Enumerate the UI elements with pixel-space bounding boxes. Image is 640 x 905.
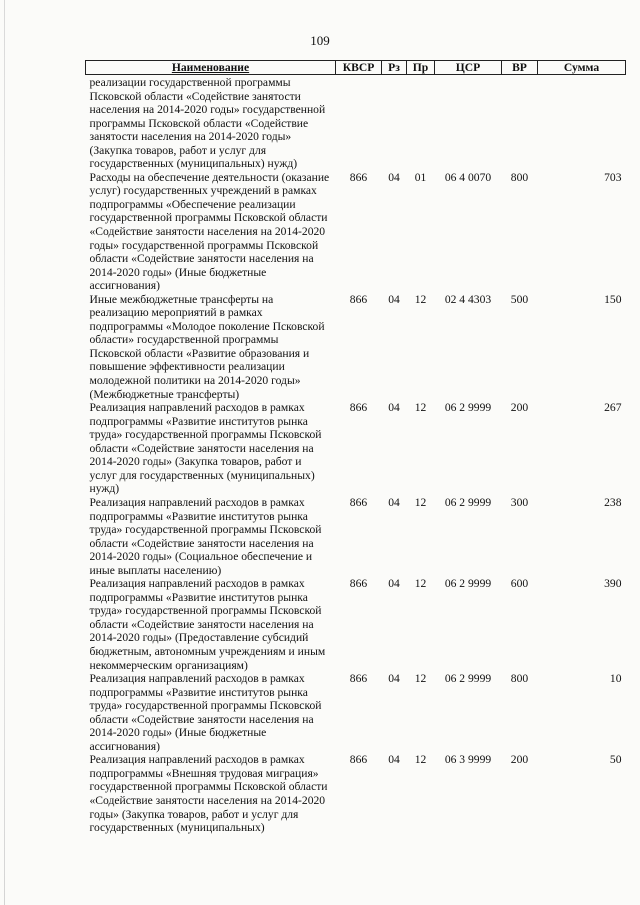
row-vr: 800 [510, 170, 529, 184]
row-pr [407, 75, 435, 171]
header-csr: ЦСР [435, 61, 502, 75]
row-kvsr [336, 75, 382, 171]
row-pr: 01 [414, 170, 427, 184]
row-sum: 267 [604, 401, 622, 415]
row-name: Реализация направлений расходов в рамках подпрограммы «Развитие институтов рынка труда» государственной программы Псковской области «Содействие занятости населения на 2014-2020 годы» (Закупка товаров, работ и услуг для государственных (муниципальных) нужд) [89, 401, 322, 496]
row-csr: 06 2 9999 [444, 577, 492, 591]
row-csr: 06 2 9999 [444, 495, 492, 509]
table-row [86, 75, 626, 171]
row-rz: 04 [388, 495, 400, 509]
row-sum: 150 [604, 292, 622, 306]
row-rz: 04 [388, 401, 400, 415]
row-csr: 06 3 9999 [444, 753, 492, 767]
row-kvsr: 866 [349, 753, 368, 767]
row-rz: 04 [388, 170, 400, 184]
page-number: 109 [310, 33, 330, 48]
row-sum: 238 [604, 495, 622, 509]
row-vr: 500 [510, 292, 529, 306]
row-vr: 200 [510, 753, 529, 767]
page-edge-line [4, 0, 5, 905]
row-pr: 12 [414, 401, 427, 415]
row-name: Расходы на обеспечение деятельности (оказание услуг) государственных учреждений в рамках подпрограммы «Обеспечение реализации государственной программы Псковской области «Содействие занятости населения на 2014-2020 годы» государственной программы Псковской области «Содействие занятости населения на 2014-2020 годы» (Иные бюджетные ассигнования) [89, 170, 330, 293]
row-pr: 12 [414, 292, 427, 306]
row-sum: 703 [604, 170, 622, 184]
row-rz: 04 [388, 753, 400, 767]
row-vr: 300 [510, 495, 529, 509]
row-csr: 02 4 4303 [444, 292, 492, 306]
header-row [86, 61, 626, 75]
row-vr: 800 [510, 672, 529, 686]
row-rz: 04 [388, 672, 400, 686]
header-kvsr: КВСР [336, 61, 382, 75]
row-name: реализации государственной программы Псковской области «Содействие занятости населения на 2014-2020 годы» государственной программы Псковской области «Содействие занятости населения на 2014-2020 годы» (Закупка товаров, работ и услуг для государственных (муниципальных) нужд) [89, 76, 326, 171]
table-body [86, 75, 626, 835]
row-pr: 12 [414, 672, 427, 686]
row-kvsr: 866 [349, 672, 368, 686]
row-kvsr: 866 [349, 401, 368, 415]
row-csr: 06 4 0070 [444, 170, 492, 184]
row-vr [502, 75, 538, 171]
row-kvsr: 866 [349, 495, 368, 509]
row-sum: 10 [609, 672, 622, 686]
row-sum [538, 75, 626, 171]
row-pr: 12 [414, 577, 427, 591]
row-sum: 50 [609, 753, 622, 767]
header-rz: Рз [382, 61, 407, 75]
table-row [86, 401, 626, 496]
header-pr: Пр [407, 61, 435, 75]
table-row [86, 672, 626, 753]
table-row [86, 293, 626, 401]
row-csr: 06 2 9999 [444, 401, 492, 415]
row-csr [435, 75, 502, 171]
row-name: Реализация направлений расходов в рамках подпрограммы «Развитие институтов рынка труда» государственной программы Псковской области «Содействие занятости населения на 2014-2020 годы» (Предоставление субсидий бюджетным, автономным учреждениям и иным некоммерческим организациям) [89, 577, 326, 672]
table-row [86, 577, 626, 672]
header-vr: ВР [502, 61, 538, 75]
table-row [86, 496, 626, 577]
row-kvsr: 866 [349, 170, 368, 184]
table-row [86, 753, 626, 834]
row-vr: 200 [510, 401, 529, 415]
row-csr: 06 2 9999 [444, 672, 492, 686]
row-name: Иные межбюджетные трансферты на реализацию мероприятий в рамках подпрограммы «Молодое поколение Псковской области» государственной программы Псковской области «Развитие образования и повышение эффективности реализации молодежной политики на 2014-2020 годы» (Межбюджетные трансферты) [89, 292, 325, 401]
row-kvsr: 866 [349, 292, 368, 306]
row-name: Реализация направлений расходов в рамках подпрограммы «Развитие институтов рынка труда» государственной программы Псковской области «Содействие занятости населения на 2014-2020 годы» (Социальное обеспечение и иные выплаты населению) [89, 495, 322, 577]
budget-table [85, 60, 626, 835]
table-header [86, 61, 626, 75]
row-name: Реализация направлений расходов в рамках подпрограммы «Развитие институтов рынка труда» государственной программы Псковской области «Содействие занятости населения на 2014-2020 годы» (Иные бюджетные ассигнования) [89, 672, 322, 753]
row-rz: 04 [388, 577, 400, 591]
row-sum: 390 [604, 577, 622, 591]
row-rz [382, 75, 407, 171]
row-pr: 12 [414, 495, 427, 509]
header-sum: Сумма [538, 61, 626, 75]
row-vr: 600 [510, 577, 529, 591]
table-row [86, 171, 626, 293]
header-name: Наименование [86, 61, 336, 75]
row-pr: 12 [414, 753, 427, 767]
row-kvsr: 866 [349, 577, 368, 591]
row-name: Реализация направлений расходов в рамках подпрограммы «Внешняя трудовая миграция» государственной программы Псковской области «Содействие занятости населения на 2014-2020 годы» (Закупка товаров, работ и услуг для государственных (муниципальных) [89, 753, 328, 835]
row-rz: 04 [388, 292, 400, 306]
